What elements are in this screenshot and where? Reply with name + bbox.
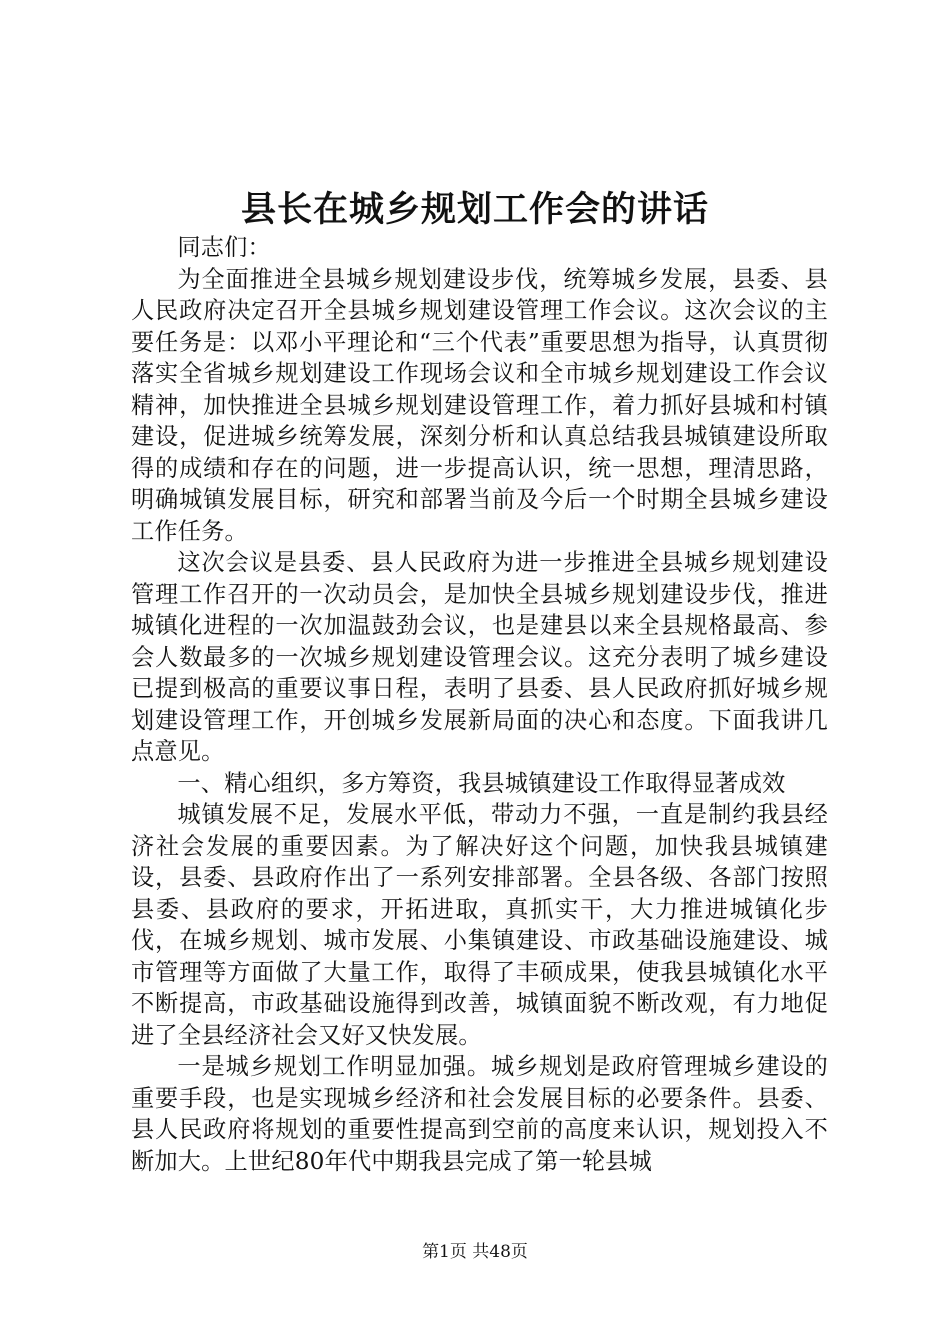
paragraph: 城镇发展不足，发展水平低，带动力不强，一直是制约我县经济社会发展的重要因素。为了解决好这个问题，加快我县城镇建设，县委、县政府作出了一系列安排部署。全县各级、各部门按照县委、县政府的要求，开拓进取，真抓实干，大力推进城镇化步伐，在城乡规划、城市发展、小集镇建设、市政基础设施建设、城市管理等方面做了大量工作，取得了丰硕成果，使我县城镇化水平不断提高，市政基础设施得到改善，城镇面貌不断改观，有力地促进了全县经济社会又好又快发展。: [131, 801, 828, 1049]
paragraph: 这次会议是县委、县人民政府为进一步推进全县城乡规划建设管理工作召开的一次动员会，是加快全县城乡规划建设步伐，推进城镇化进程的一次加温鼓劲会议，也是建县以来全县规格最高、参会人数最多的一次城乡规划建设管理会议。这充分表明了城乡建设已提到极高的重要议事日程，表明了县委、县人民政府抓好城乡规划建设管理工作，开创城乡发展新局面的决心和态度。下面我讲几点意见。: [131, 549, 828, 765]
section-heading: 一、精心组织，多方筹资，我县城镇建设工作取得显著成效: [177, 769, 786, 797]
paragraph: 一是城乡规划工作明显加强。城乡规划是政府管理城乡建设的重要手段，也是实现城乡经济和社会发展目标的必要条件。县委、县人民政府将规划的重要性提高到空前的高度来认识，规划投入不断加大。上世纪80年代中期我县完成了第一轮县城: [131, 1053, 828, 1175]
page-footer: [0, 1240, 950, 1264]
page-total: 共48页: [472, 1242, 528, 1262]
paragraph: 为全面推进全县城乡规划建设步伐，统筹城乡发展，县委、县人民政府决定召开全县城乡规划建设管理工作会议。这次会议的主要任务是：以邓小平理论和“三个代表”重要思想为指导，认真贯彻落实全省城乡规划建设工作现场会议和全市城乡规划建设工作会议精神，加快推进全县城乡规划建设管理工作，着力抓好县城和村镇建设，促进城乡统筹发展，深刻分析和认真总结我县城镇建设所取得的成绩和存在的问题，进一步提高认识，统一思想，理清思路，明确城镇发展目标，研究和部署当前及今后一个时期全县城乡建设工作任务。: [131, 265, 828, 545]
document-body: [131, 232, 828, 1177]
page-number: 第1页: [422, 1242, 467, 1262]
document-title: 县长在城乡规划工作会的讲话: [240, 189, 709, 230]
paragraph-salutation: 同志们：: [177, 234, 271, 261]
